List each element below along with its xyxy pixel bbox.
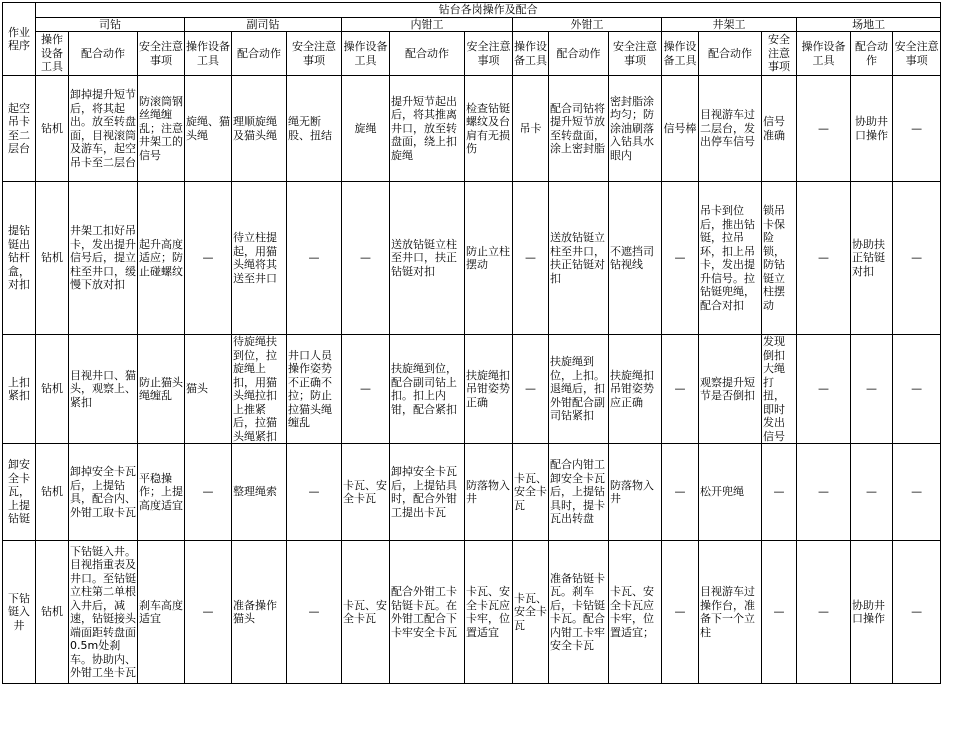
table-cell: 配合外钳工卡钻铤卡瓦。在外钳工配合下卡牢安全卡瓦 <box>390 541 465 684</box>
table-cell: — <box>797 541 851 684</box>
table-cell: 目视游车过二层台，发出停车信号 <box>699 76 762 182</box>
subheader: 安全注意事项 <box>138 32 185 76</box>
subheader: 配合动作 <box>549 32 609 76</box>
subheader: 安全注意事项 <box>465 32 513 76</box>
table-cell: 锁吊卡保险锁，防钻铤立柱摆动 <box>762 182 797 335</box>
table-cell: — <box>185 444 232 541</box>
step-cell: 上扣紧扣 <box>3 335 36 444</box>
table-cell: 卸掉安全卡瓦后，上提钻具，配合内、外钳工取卡瓦 <box>69 444 138 541</box>
table-cell: 吊卡 <box>513 76 549 182</box>
subheader: 配合动作 <box>851 32 893 76</box>
subheader: 配合动作 <box>232 32 287 76</box>
group-header-row <box>3 17 941 32</box>
table-cell: 信号准确 <box>762 76 797 182</box>
table-cell: 井架工扣好吊卡，发出提升信号后，提立柱至井口，缓慢下放对扣 <box>69 182 138 335</box>
table-cell: — <box>797 444 851 541</box>
subheader: 安全注意事项 <box>287 32 342 76</box>
table-row <box>3 76 941 182</box>
table-cell: 扶旋绳扣吊钳姿势应正确 <box>609 335 662 444</box>
table-row <box>3 335 941 444</box>
table-cell: 松开兜绳 <box>699 444 762 541</box>
group-header: 场地工 <box>797 17 941 32</box>
table-cell: 配合内钳工卸安全卡瓦后，上提钻具时，提卡瓦出转盘 <box>549 444 609 541</box>
table-cell: — <box>762 541 797 684</box>
table-cell: — <box>662 335 699 444</box>
table-cell: 钻机 <box>36 182 69 335</box>
table-cell: — <box>893 541 941 684</box>
table-cell: — <box>185 182 232 335</box>
group-header: 副司钻 <box>185 17 342 32</box>
table-cell: — <box>662 444 699 541</box>
group-header: 内钳工 <box>342 17 513 32</box>
table-cell: 钻机 <box>36 444 69 541</box>
table-cell: — <box>662 541 699 684</box>
table-cell: 整理绳索 <box>232 444 287 541</box>
subheader: 操作设备工具 <box>797 32 851 76</box>
group-header: 司钻 <box>36 17 185 32</box>
table-cell: — <box>797 182 851 335</box>
table-cell: 信号棒 <box>662 76 699 182</box>
table-cell: 目视游车过操作台，准备下一个立柱 <box>699 541 762 684</box>
table-cell: 准备钻铤卡瓦。刹车后，卡钻铤卡瓦。配合内钳工卡牢安全卡瓦 <box>549 541 609 684</box>
table-cell: — <box>342 182 390 335</box>
subheader: 操作设备工具 <box>185 32 232 76</box>
table-cell: 不遮挡司钻视线 <box>609 182 662 335</box>
table-cell: 提升短节起出后，将其推离井口，放至转盘面，绕上扣旋绳 <box>390 76 465 182</box>
table-cell: 协助扶正钻铤对扣 <box>851 182 893 335</box>
table-cell: 钻机 <box>36 76 69 182</box>
table-cell: 协助井口操作 <box>851 541 893 684</box>
table-cell: — <box>342 335 390 444</box>
table-cell: 送放钻铤立柱至井口，扶正钻铤对扣 <box>390 182 465 335</box>
table-cell: 防止立柱摆动 <box>465 182 513 335</box>
table-row <box>3 182 941 335</box>
step-cell: 起空吊卡至二层台 <box>3 76 36 182</box>
table-cell: 卡瓦、安全卡瓦 <box>513 541 549 684</box>
table-cell: 送放钻铤立柱至井口，扶正钻铤对扣 <box>549 182 609 335</box>
group-header: 井架工 <box>662 17 797 32</box>
table-cell: 防滚筒钢丝绳缠乱；注意井架工的信号 <box>138 76 185 182</box>
table-title: 钻台各岗操作及配合 <box>36 3 941 18</box>
table-cell: — <box>185 541 232 684</box>
step-cell: 下钻铤入井 <box>3 541 36 684</box>
title-row <box>3 3 941 18</box>
table-cell: — <box>893 76 941 182</box>
subheader: 配合动作 <box>699 32 762 76</box>
subheader: 操作设备工具 <box>513 32 549 76</box>
table-cell: 准备操作猫头 <box>232 541 287 684</box>
table-cell: 吊卡到位后，推出钻铤，拉吊环，扣上吊卡，发出提升信号。拉钻铤兜绳，配合对扣 <box>699 182 762 335</box>
table-cell: 卡瓦、安全卡瓦应卡牢，位置适宜 <box>465 541 513 684</box>
table-cell: 井口人员操作姿势不正确不拉；防止拉猫头绳缠乱 <box>287 335 342 444</box>
operations-table <box>2 2 941 684</box>
table-cell: 下钻铤入井。目视指重表及井口。至钻铤立柱第二单根入井后，减速，钻铤接头端面距转盘面0.5m处刹车。协助内、外钳工坐卡瓦 <box>69 541 138 684</box>
table-cell: — <box>287 182 342 335</box>
table-cell: 起升高度适应；防止碰螺纹 <box>138 182 185 335</box>
table-cell: 检查钻铤螺纹及台肩有无损伤 <box>465 76 513 182</box>
table-cell: 卸掉提升短节后，将其起出。放至转盘面，目视滚筒及游车，起空吊卡至二层台 <box>69 76 138 182</box>
table-cell: — <box>287 541 342 684</box>
subheader: 操作设备工具 <box>36 32 69 76</box>
subheader: 安全注意事项 <box>893 32 941 76</box>
step-cell: 卸安全卡瓦，上提钻铤 <box>3 444 36 541</box>
subheader: 配合动作 <box>390 32 465 76</box>
subheader: 操作设备工具 <box>662 32 699 76</box>
table-cell: 平稳操作；上提高度适宜 <box>138 444 185 541</box>
step-cell: 提钻铤出钻杆盒，对扣 <box>3 182 36 335</box>
group-header: 外钳工 <box>513 17 662 32</box>
table-cell: — <box>893 335 941 444</box>
table-cell: 卡瓦、安全卡瓦 <box>342 444 390 541</box>
table-cell: — <box>513 182 549 335</box>
table-cell: 旋绳、猫头绳 <box>185 76 232 182</box>
table-cell: 发现倒扣大绳打扭，即时发出信号 <box>762 335 797 444</box>
table-cell: 防落物入井 <box>465 444 513 541</box>
table-cell: 待旋绳扶到位，拉旋绳上扣，用猫头绳拉扣上推紧后，拉猫头绳紧扣 <box>232 335 287 444</box>
table-cell: 刹车高度适宜 <box>138 541 185 684</box>
table-cell: — <box>762 444 797 541</box>
table-cell: 扶旋绳到位，上扣。退绳后，扣外钳配合副司钻紧扣 <box>549 335 609 444</box>
table-cell: 卡瓦、安全卡瓦 <box>342 541 390 684</box>
table-cell: 旋绳 <box>342 76 390 182</box>
table-cell: 目视井口、猫头，观察上、紧扣 <box>69 335 138 444</box>
table-cell: 扶旋绳到位，配合副司钻上扣。扣上内钳，配合紧扣 <box>390 335 465 444</box>
table-cell: — <box>513 335 549 444</box>
subheader-row <box>3 32 941 76</box>
table-cell: — <box>893 182 941 335</box>
table-cell: 卡瓦、安全卡瓦应卡牢，位置适宜； <box>609 541 662 684</box>
table-cell: 钻机 <box>36 335 69 444</box>
table-cell: — <box>893 444 941 541</box>
table-cell: 卸掉安全卡瓦后，上提钻具时，配合外钳工提出卡瓦 <box>390 444 465 541</box>
corner-header: 作业程序 <box>3 3 36 76</box>
table-cell: 防落物入井 <box>609 444 662 541</box>
table-cell: 观察提升短节是否倒扣 <box>699 335 762 444</box>
table-cell: 防止猫头绳缠乱 <box>138 335 185 444</box>
table-cell: 扶旋绳扣吊钳姿势正确 <box>465 335 513 444</box>
table-cell: 绳无断股、扭结 <box>287 76 342 182</box>
table-cell: 协助井口操作 <box>851 76 893 182</box>
operations-table-wrapper <box>2 2 941 684</box>
table-cell: — <box>851 335 893 444</box>
subheader: 安全注意事项 <box>609 32 662 76</box>
table-cell: — <box>662 182 699 335</box>
table-cell: 理顺旋绳及猫头绳 <box>232 76 287 182</box>
table-cell: — <box>797 335 851 444</box>
subheader: 操作设备工具 <box>342 32 390 76</box>
table-cell: — <box>851 444 893 541</box>
subheader: 配合动作 <box>69 32 138 76</box>
table-cell: 卡瓦、安全卡瓦 <box>513 444 549 541</box>
table-row <box>3 541 941 684</box>
table-cell: — <box>287 444 342 541</box>
table-cell: 待立柱提起，用猫头绳将其送至井口 <box>232 182 287 335</box>
table-cell: 配合司钻将提升短节放至转盘面，涂上密封脂 <box>549 76 609 182</box>
table-cell: 猫头 <box>185 335 232 444</box>
table-cell: 密封脂涂均匀；防涂油刷落入钻具水眼内 <box>609 76 662 182</box>
table-cell: 钻机 <box>36 541 69 684</box>
table-cell: — <box>797 76 851 182</box>
table-row <box>3 444 941 541</box>
subheader: 安全注意事项 <box>762 32 797 76</box>
